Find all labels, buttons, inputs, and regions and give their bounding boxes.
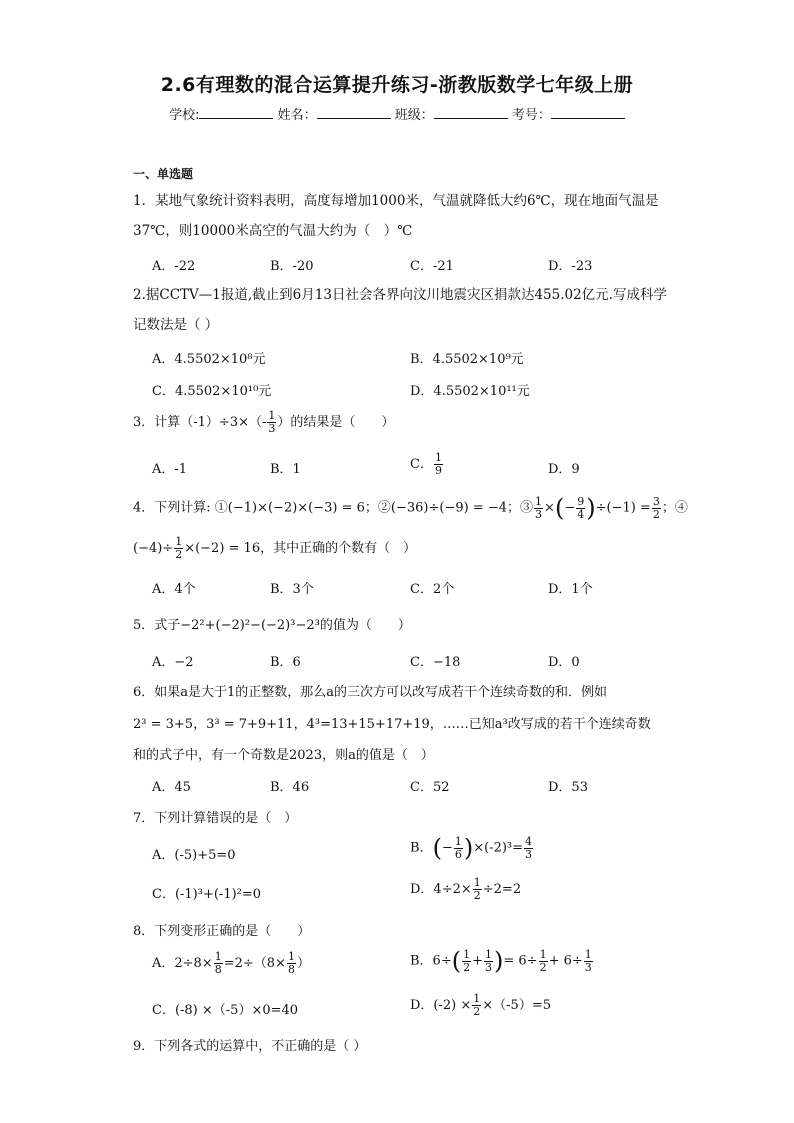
q5-option-a: A．−2	[152, 655, 194, 670]
question-8-stem: 8．下列变形正确的是（ ）	[133, 924, 311, 939]
q4-end: ；④	[661, 500, 688, 516]
q7-d-frac	[473, 877, 482, 902]
q3-option-b: B．1	[270, 462, 301, 477]
q7-option-b: B．(− $\frac{1}{6}$ )×(-2)³= $\frac{4}{3}$	[410, 834, 533, 862]
q7-option-a: A．(-5)+5=0	[152, 848, 236, 863]
q8-a-label: A．2÷8×	[152, 956, 213, 971]
q8-b-f1-n: 1	[463, 947, 471, 961]
q7-d-tail: ÷2=2	[482, 882, 522, 897]
question-2-stem: 2.据CCTV—1报道,截止到6月13日社会各界向汶川地震灾区捐款达455.02亿元.写成科学记数法是（ ）	[133, 287, 667, 333]
q7-b-paren-close: )	[463, 834, 474, 862]
q2-option-d: D．4.5502×10¹¹元	[410, 384, 530, 399]
q4-option-c: C．2个	[410, 582, 455, 597]
question-7-stem: 7．下列计算错误的是（ ）	[133, 811, 298, 826]
q3-stem-part-a: 3．计算（-1）÷3×（-	[133, 415, 267, 430]
q8-b-plus2: + 6÷	[548, 953, 583, 969]
q4-frac2-d: 4	[577, 507, 585, 521]
q3-option-d: D．9	[548, 462, 580, 477]
q8-a-f1-n: 1	[214, 950, 222, 963]
q6-option-c: C．52	[410, 780, 450, 795]
q4-part-a: 4．下列计算: ①(−1)×(−2)×(−3) = 6；②(−36)÷(−9) = −4；③	[133, 500, 534, 516]
q8-b-f3-d: 2	[539, 960, 547, 974]
q4-frac-1	[534, 496, 543, 521]
q7-b-f1-n: 1	[454, 834, 462, 848]
q4-frac-2	[576, 496, 585, 521]
q8-b-f4-d: 3	[584, 960, 592, 974]
q4-paren-open: (	[554, 494, 565, 522]
q8-b-f2-n: 1	[485, 947, 492, 961]
student-info-line	[0, 104, 794, 123]
q4-line2-frac-d: 2	[175, 548, 183, 561]
q8-option-d	[410, 993, 551, 1018]
question-4-stem-line2	[133, 536, 416, 561]
q7-b-tail: ×(-2)³=	[473, 840, 524, 856]
q2-option-b: B．4.5502×10⁹元	[410, 352, 524, 367]
q8-a-f1-d: 8	[214, 963, 222, 976]
q4-line2-b: ×(−2) = 16，其中正确的个数有（ ）	[184, 541, 417, 556]
q1-option-c: C．-21	[410, 259, 454, 274]
q8-a-mid: =2÷（8×	[223, 956, 286, 971]
q6-option-b: B．46	[270, 780, 310, 795]
q8-b-frac3	[539, 949, 548, 974]
q8-b-frac4	[584, 949, 593, 974]
q8-d-tail: ×（-5）=5	[482, 998, 551, 1013]
q4-line2-frac	[174, 536, 183, 561]
q7-d-f-n: 1	[473, 876, 481, 889]
q8-b-plus: +	[472, 953, 483, 969]
q3-option-c-label: C．	[410, 457, 433, 472]
q8-b-f2-d: 3	[485, 960, 492, 974]
q7-b-frac1	[454, 836, 463, 861]
q8-b-frac1	[462, 949, 471, 974]
q3-stem-part-b: ）的结果是（ ）	[277, 415, 395, 430]
q5-option-b: B．6	[270, 655, 301, 670]
q5-option-c: C．−18	[410, 655, 461, 670]
q4-line2-a: (−4)÷	[133, 541, 174, 556]
q8-d-frac	[472, 993, 481, 1018]
q6-option-a: A．45	[152, 780, 191, 795]
question-3-stem	[133, 410, 394, 435]
q7-d-f-d: 2	[473, 889, 481, 902]
q7-option-c: C．(-1)³+(-1)²=0	[152, 887, 262, 902]
q7-d-label: D．4÷2×	[410, 882, 472, 897]
q7-b-f2-n: 4	[525, 834, 533, 848]
question-6-line3: 和的式子中，有一个奇数是2023，则a的值是（ ）	[133, 748, 434, 763]
q7-option-d	[410, 877, 521, 902]
q8-b-label: B．6÷	[410, 953, 452, 969]
name-blank[interactable]	[317, 106, 391, 119]
q8-d-label: D．(-2) ×	[410, 998, 472, 1013]
q2-option-c: C．4.5502×10¹⁰元	[152, 384, 272, 399]
q4-frac1-n: 1	[535, 494, 543, 508]
name-label: 姓名：	[277, 108, 317, 123]
q8-b-f3-n: 1	[539, 947, 547, 961]
q8-option-a	[152, 951, 310, 976]
q1-option-d: D．-23	[548, 259, 593, 274]
q8-d-f-n: 1	[473, 992, 481, 1005]
q8-option-b	[410, 947, 594, 975]
class-blank[interactable]	[434, 106, 508, 119]
q8-d-f-d: 2	[473, 1005, 481, 1018]
q3-c-numerator: 1	[434, 451, 442, 464]
question-9-stem: 9．下列各式的运算中，不正确的是（ ）	[133, 1039, 367, 1054]
q4-frac3-n: 3	[652, 494, 660, 508]
q8-a-frac1	[214, 951, 223, 976]
q8-b-paren-close: )	[494, 947, 504, 975]
q4-frac3-d: 2	[652, 507, 660, 521]
q4-tail: ÷(−1) =	[595, 500, 651, 516]
q3-fraction	[267, 410, 276, 435]
q4-frac-3	[652, 496, 661, 521]
question-4-stem-line1: 4．下列计算: ①(−1)×(−2)×(−3) = 6；②(−36)÷(−9) = −4；③ $\frac{1}{3}$ ×(− $\frac{9}{4}$ )÷(−1) = $\frac{3}{2}$ ；④	[133, 494, 688, 522]
question-6-line1: 6．如果a是大于1的正整数，那么a的三次方可以改写成若干个连续奇数的和．例如	[133, 685, 608, 700]
q8-b-frac2	[484, 949, 493, 974]
q8-a-f2-d: 8	[287, 963, 295, 976]
q8-a-end: ）	[296, 956, 310, 971]
q4-option-a: A．4个	[152, 582, 196, 597]
section-title: 一、单选题	[133, 167, 194, 181]
q6-option-d: D．53	[548, 780, 588, 795]
q4-option-b: B．3个	[270, 582, 314, 597]
question-5-stem: 5．式子−2²+(−2)²−(−2)³−2³的值为（ ）	[133, 618, 411, 633]
exam-no-label: 考号：	[511, 108, 551, 123]
q8-a-frac2	[287, 951, 296, 976]
q3-option-c	[410, 452, 444, 477]
school-blank[interactable]	[199, 106, 273, 119]
q8-b-f1-d: 2	[463, 960, 471, 974]
q7-b-frac2	[524, 836, 533, 861]
q7-b-f1-d: 6	[454, 847, 462, 861]
q4-line2-frac-n: 1	[175, 535, 183, 548]
q5-option-d: D．0	[548, 655, 580, 670]
q8-a-f2-n: 1	[287, 950, 295, 963]
q3-frac-numerator: 1	[268, 409, 276, 422]
q7-b-paren-open: (	[432, 834, 442, 862]
q3-frac-denominator: 3	[268, 422, 276, 435]
q3-c-denominator: 9	[434, 464, 442, 477]
q3-option-a: A．-1	[152, 462, 188, 477]
q4-frac2-n: 9	[577, 494, 585, 508]
question-1-stem: 1．某地气象统计资料表明，高度每增加1000米，气温就降低大约6℃，现在地面气温是37℃，则10000米高空的气温大约为（ ）℃	[133, 193, 659, 239]
q8-option-c: C．(-8) ×（-5）×0=40	[152, 1003, 299, 1018]
q4-mid: ×	[544, 500, 555, 516]
question-6-line2: 2³ = 3+5，3³ = 7+9+11，4³=13+15+17+19，……已知a³改写成的若干个连续奇数	[133, 717, 651, 732]
q4-paren-close: )	[586, 494, 596, 522]
q8-b-f4-n: 1	[584, 947, 592, 961]
q2-option-a: A．4.5502×10⁸元	[152, 352, 266, 367]
q4-option-d: D．1个	[548, 582, 593, 597]
exam-no-blank[interactable]	[551, 106, 625, 119]
q8-b-eq: = 6÷	[503, 953, 538, 969]
q1-option-b: B．-20	[270, 259, 314, 274]
q7-b-label: B．	[410, 840, 433, 856]
class-label: 班级：	[394, 108, 434, 123]
q1-option-a: A．-22	[152, 259, 196, 274]
q7-b-f2-d: 3	[525, 847, 533, 861]
page-title: 2.6有理数的混合运算提升练习-浙教版数学七年级上册	[160, 74, 634, 96]
q3-option-c-fraction	[434, 452, 443, 477]
q4-frac1-d: 3	[535, 507, 543, 521]
school-label: 学校:	[169, 108, 200, 123]
q8-b-paren-open: (	[451, 947, 462, 975]
